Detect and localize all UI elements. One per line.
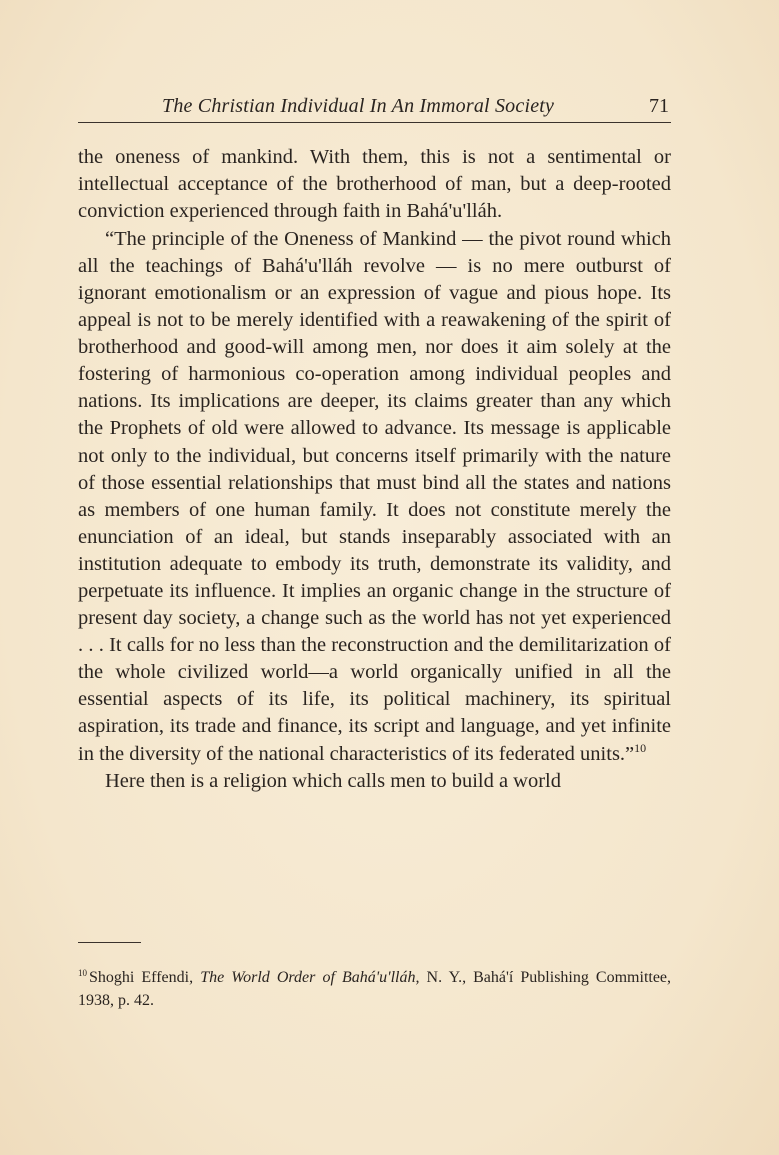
footnote-reference: 10 (634, 740, 647, 755)
paragraph-2-text: “The principle of the Oneness of Mankind — the pivot round which all the teachings of Bahá'u'lláh revolve — is no mere outburst of ignorant emotionalism or an expression of vague and pious hope. Its appeal is not to be merely identified with a reawakening of the spirit of brotherhood and good-will among men, nor does it aim solely at the fostering of harmonious co-operation among individual peoples and nations. Its implications are deeper, its claims greater than any which the Prophets of old were allowed to advance. Its message is applicable not only to the individual, but concerns itself primarily with the nature of those essential relationships that must bind all the states and nations as members of one human family. It does not constitute merely the enunciation of an ideal, but stands inseparably associated with an institution adequate to embody its truth, demonstrate its validity, and perpetuate its influence. It implies an organic change in the structure of present day society, a change such as the world has not yet experienced . . . It calls for no less than the reconstruction and the demilitarization of the whole civilized world—a world organically unified in all the essential aspects of its life, its political machinery, its spiritual aspiration, its trade and finance, its script and language, and yet infinite in the diversity of the national characteristics of its federated units.” (78, 227, 671, 765)
footnote-book-title: The World Order of Bahá'u'lláh, (200, 969, 420, 986)
paragraph-1 (78, 144, 671, 225)
body-text (78, 144, 671, 795)
footnote-details: N. Y., Bahá'í Publishing Committee, 1938, p. 42. (78, 969, 672, 1009)
running-title: The Christian Individual In An Immoral Society (162, 95, 555, 117)
paragraph-3 (78, 768, 671, 795)
footnote-author: Shoghi Effendi, (89, 969, 194, 986)
footnote (78, 966, 671, 1012)
footnote-divider (78, 942, 141, 943)
paragraph-3-text: Here then is a religion which calls men to build a world (105, 770, 562, 793)
paragraph-2 (78, 226, 671, 768)
footnote-number: 10 (78, 967, 87, 978)
page-number: 71 (649, 95, 669, 117)
paragraph-1-text: the oneness of mankind. With them, this is not a sentimental or intellectual acceptance of the brotherhood of man, but a deep-rooted conviction experienced through faith in Bahá'u'lláh. (78, 146, 671, 223)
running-head (78, 92, 671, 123)
